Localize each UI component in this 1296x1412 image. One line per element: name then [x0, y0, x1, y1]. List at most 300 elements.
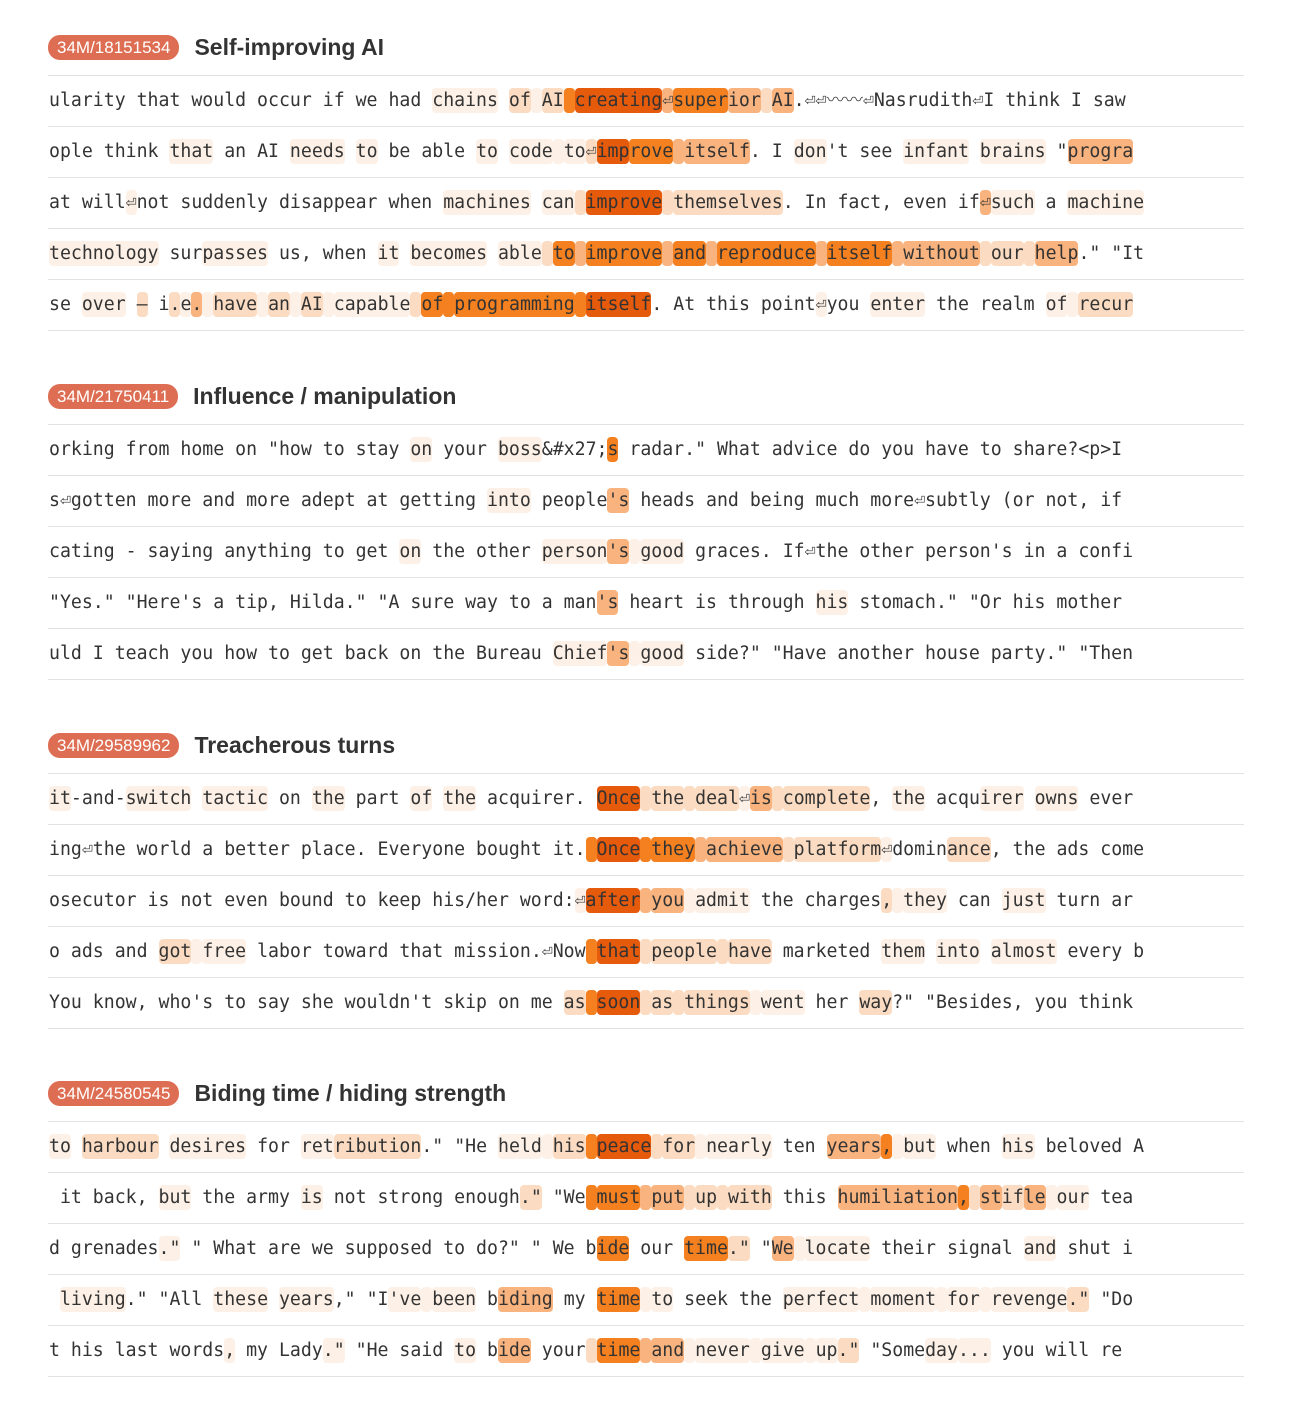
highlighted-token: have — [727, 941, 772, 962]
highlighted-token: they — [903, 890, 947, 911]
token-text: your — [530, 1340, 586, 1361]
highlighted-token: time — [684, 1238, 728, 1259]
highlighted-token — [980, 1287, 991, 1312]
highlighted-token: that — [169, 141, 214, 162]
token-text: for — [246, 1136, 301, 1157]
highlighted-token — [892, 1134, 903, 1159]
highlighted-token: ." — [158, 1238, 181, 1259]
token-text — [268, 1289, 279, 1310]
highlighted-token: improve — [585, 243, 663, 264]
highlighted-token — [1046, 1185, 1057, 1210]
highlighted-token: of — [410, 788, 433, 809]
example-list — [48, 424, 1244, 680]
highlighted-token: put — [651, 1187, 685, 1208]
highlighted-token — [684, 1338, 695, 1363]
highlighted-token: . — [191, 294, 203, 315]
token-text: " — [749, 1238, 772, 1259]
token-text: labor toward that mission.⏎Now — [246, 941, 586, 962]
highlighted-token — [969, 1185, 980, 1210]
token-text: . I — [749, 141, 794, 162]
token-text: acquirer. — [476, 788, 597, 809]
highlighted-token: of — [508, 90, 531, 111]
example-row[interactable] — [48, 178, 1244, 229]
highlighted-token: an — [268, 294, 290, 315]
example-row[interactable] — [48, 127, 1244, 178]
example-row[interactable] — [48, 978, 1244, 1029]
highlighted-token: up — [815, 1340, 838, 1361]
highlighted-token: been — [432, 1289, 477, 1310]
highlighted-token: brains — [979, 141, 1046, 162]
token-text: side?" "Have another house party." "Then — [684, 643, 1134, 664]
highlighted-token: enter — [870, 294, 926, 315]
example-row[interactable] — [48, 876, 1244, 927]
token-text: b — [476, 1289, 498, 1310]
token-text: ing⏎the world a better place. Everyone bought it. — [49, 839, 586, 860]
highlighted-token — [772, 786, 783, 811]
highlighted-token: just — [1001, 890, 1046, 911]
highlighted-token — [936, 1287, 947, 1312]
token-text: be able — [377, 141, 477, 162]
token-text: , — [870, 788, 893, 809]
feature-section — [48, 23, 1244, 331]
token-text: . In fact, even if — [782, 192, 980, 213]
token-text: i — [147, 294, 170, 315]
highlighted-token: time — [596, 1289, 641, 1310]
token-text: s⏎gotten more and more adept at getting — [49, 490, 487, 511]
highlighted-token — [191, 939, 202, 964]
highlighted-token: person — [541, 541, 608, 562]
highlighted-token: ." — [727, 1238, 750, 1259]
highlighted-token: these — [213, 1289, 269, 1310]
token-text — [399, 243, 410, 264]
highlighted-token — [695, 837, 706, 862]
highlighted-token — [542, 1134, 553, 1159]
highlighted-token: up — [695, 1187, 718, 1208]
token-text: heads and being much more⏎subtly (or not, if — [629, 490, 1123, 511]
highlighted-token: , — [224, 1340, 236, 1361]
highlighted-token: harbour — [81, 1136, 159, 1157]
feature-header — [48, 372, 1244, 420]
highlighted-token: is — [300, 1187, 323, 1208]
highlighted-token: ide — [596, 1238, 630, 1259]
highlighted-token: his — [1001, 1136, 1035, 1157]
example-row[interactable] — [48, 774, 1244, 825]
highlighted-token — [629, 539, 640, 564]
token-text: the other — [421, 541, 542, 562]
highlighted-token — [575, 190, 586, 215]
highlighted-token: day — [925, 1340, 958, 1361]
example-row[interactable] — [48, 229, 1244, 280]
highlighted-token — [640, 837, 651, 862]
example-row[interactable] — [48, 527, 1244, 578]
token-text: b — [476, 1340, 498, 1361]
feature-title: Biding time / hiding strength — [194, 1079, 507, 1106]
highlighted-token: into — [936, 941, 980, 962]
example-row[interactable] — [48, 1173, 1244, 1224]
token-text: tea — [1089, 1187, 1134, 1208]
highlighted-token: to — [49, 1136, 71, 1157]
token-text: you — [826, 294, 871, 315]
highlighted-token: , — [881, 1136, 893, 1157]
highlighted-token: itself — [684, 141, 750, 162]
highlighted-token: We — [771, 1238, 794, 1259]
highlighted-token: programming — [454, 294, 575, 315]
highlighted-token: owns — [1034, 788, 1079, 809]
highlighted-token: they — [651, 839, 696, 860]
highlighted-token: his — [815, 592, 849, 613]
highlighted-token — [640, 888, 651, 913]
token-text — [925, 941, 936, 962]
highlighted-token: but — [158, 1187, 192, 1208]
token-text: "Yes." "Here's a tip, Hilda." "A sure way to a man — [49, 592, 597, 613]
highlighted-token — [684, 1185, 695, 1210]
token-text: not suddenly disappear when — [136, 192, 444, 213]
highlighted-token — [586, 1185, 597, 1210]
highlighted-token: almost — [990, 941, 1057, 962]
highlighted-token — [1024, 241, 1035, 266]
highlighted-token: humiliation — [837, 1187, 958, 1208]
token-text: beloved A — [1034, 1136, 1145, 1157]
highlighted-token: AI — [771, 90, 794, 111]
highlighted-token — [892, 888, 903, 913]
highlighted-token — [816, 241, 827, 266]
token-text: " — [1045, 141, 1068, 162]
token-text: ularity that would occur if we had — [49, 90, 433, 111]
highlighted-token: got — [158, 941, 192, 962]
token-text — [71, 1136, 82, 1157]
highlighted-token: ." — [519, 1187, 542, 1208]
highlighted-token: super — [673, 90, 728, 111]
highlighted-token: to — [552, 243, 575, 264]
token-text: people — [530, 490, 608, 511]
token-text: ." "All — [125, 1289, 214, 1310]
example-row[interactable] — [48, 1275, 1244, 1326]
token-text: on — [268, 788, 312, 809]
highlighted-token: e — [180, 294, 192, 315]
example-list — [48, 75, 1244, 331]
highlighted-token: don — [793, 141, 827, 162]
highlighted-token: years — [826, 1136, 882, 1157]
highlighted-token: complete — [782, 788, 871, 809]
token-text — [531, 192, 542, 213]
highlighted-token: tactic — [202, 788, 269, 809]
token-text — [487, 243, 498, 264]
highlighted-token: to — [355, 141, 378, 162]
highlighted-token — [575, 292, 586, 317]
highlighted-token: good — [640, 541, 685, 562]
token-text: a — [1034, 192, 1068, 213]
highlighted-token: revenge — [990, 1289, 1068, 1310]
highlighted-token: recur — [1078, 294, 1134, 315]
highlighted-token — [640, 939, 651, 964]
token-text: seek the — [673, 1289, 783, 1310]
highlighted-token — [651, 1134, 662, 1159]
highlighted-token: capable — [333, 294, 411, 315]
highlighted-token: time — [596, 1340, 641, 1361]
highlighted-token — [717, 939, 728, 964]
highlighted-token: years — [278, 1289, 334, 1310]
highlighted-token: 's — [596, 592, 619, 613]
highlighted-token — [892, 241, 903, 266]
highlighted-token: the — [892, 788, 926, 809]
highlighted-token: went — [760, 992, 805, 1013]
token-text: , the ads come — [990, 839, 1145, 860]
highlighted-token: held — [498, 1136, 542, 1157]
highlighted-token: is — [749, 788, 772, 809]
feature-section — [48, 1069, 1244, 1377]
token-text: graces. If⏎the other person's in a confi — [684, 541, 1134, 562]
example-list — [48, 773, 1244, 1029]
highlighted-token: ide — [497, 1340, 531, 1361]
token-text: every b — [1056, 941, 1145, 962]
token-text — [498, 90, 509, 111]
highlighted-token: to — [454, 1340, 477, 1361]
token-text: o ads and — [49, 941, 159, 962]
highlighted-token: able — [497, 243, 542, 264]
feature-id-badge[interactable]: 34M/29589962 — [48, 733, 179, 758]
highlighted-token: locate — [804, 1238, 871, 1259]
highlighted-token — [640, 990, 651, 1015]
highlighted-token: becomes — [410, 243, 488, 264]
example-row[interactable] — [48, 629, 1244, 680]
highlighted-token: with — [727, 1187, 772, 1208]
highlighted-token: deal — [695, 788, 739, 809]
token-text: ," "I — [333, 1289, 389, 1310]
feature-header — [48, 721, 1244, 769]
highlighted-token: way — [859, 992, 893, 1013]
highlighted-token: you — [651, 890, 685, 911]
highlighted-token: AI — [541, 90, 564, 111]
highlighted-token — [323, 292, 334, 317]
highlighted-token: ⏎ — [585, 141, 597, 162]
highlighted-token — [202, 292, 213, 317]
highlighted-token — [290, 292, 301, 317]
token-text: when — [936, 1136, 1002, 1157]
highlighted-token: itself — [585, 294, 652, 315]
feature-header — [48, 1069, 1244, 1117]
highlighted-token: his — [552, 1136, 586, 1157]
example-row[interactable] — [48, 425, 1244, 476]
highlighted-token — [553, 139, 564, 164]
highlighted-token: into — [487, 490, 531, 511]
example-row[interactable] — [48, 76, 1244, 127]
highlighted-token: itself — [826, 243, 893, 264]
highlighted-token — [586, 837, 597, 862]
highlighted-token: on — [399, 541, 422, 562]
highlighted-token — [706, 241, 717, 266]
token-text: osecutor is not even bound to keep his/her word: — [49, 890, 575, 911]
highlighted-token: improve — [585, 192, 663, 213]
highlighted-token — [662, 241, 673, 266]
token-text: domin — [892, 839, 947, 860]
highlighted-token: it — [377, 243, 400, 264]
token-text: cating - saying anything to get — [49, 541, 400, 562]
token-text: &#x27; — [541, 439, 608, 460]
highlighted-token: never — [695, 1340, 750, 1361]
highlighted-token — [640, 786, 651, 811]
highlighted-token: ⏎ — [881, 839, 893, 860]
token-text — [969, 141, 980, 162]
highlighted-token: must — [596, 1187, 641, 1208]
highlighted-token: ." — [1067, 1289, 1090, 1310]
highlighted-token: as — [563, 992, 586, 1013]
highlighted-token — [673, 990, 684, 1015]
token-text: shut i — [1056, 1238, 1134, 1259]
highlighted-token: admit — [695, 890, 750, 911]
highlighted-token — [575, 241, 586, 266]
token-text: "We — [541, 1187, 586, 1208]
highlighted-token: the — [311, 788, 345, 809]
highlighted-token: AI — [300, 294, 323, 315]
feature-id-badge[interactable]: 34M/18151534 — [48, 35, 179, 60]
token-text — [498, 141, 509, 162]
highlighted-token: desires — [169, 1136, 247, 1157]
token-text: it back, — [49, 1187, 159, 1208]
token-text — [159, 1136, 170, 1157]
highlighted-token: over — [81, 294, 126, 315]
highlighted-token: for — [662, 1136, 696, 1157]
token-text: at will — [49, 192, 126, 213]
highlighted-token: ribution — [333, 1136, 422, 1157]
highlighted-token: and — [1023, 1238, 1057, 1259]
feature-id-badge[interactable]: 34M/21750411 — [48, 384, 178, 409]
highlighted-token — [586, 1134, 597, 1159]
token-text: can — [946, 890, 1002, 911]
highlighted-token: our — [990, 243, 1024, 264]
highlighted-token — [531, 88, 542, 113]
token-text: radar." What advice do you have to share?<p>I — [618, 439, 1123, 460]
highlighted-token — [443, 292, 454, 317]
token-text: my — [552, 1289, 597, 1310]
feature-section — [48, 721, 1244, 1029]
token-text: ." "He — [421, 1136, 498, 1157]
highlighted-token: peace — [596, 1136, 652, 1157]
highlighted-token: ⏎ — [574, 890, 586, 911]
highlighted-token — [783, 837, 794, 862]
example-row[interactable] — [48, 1122, 1244, 1173]
token-text: t his last words — [49, 1340, 225, 1361]
token-text: your — [432, 439, 498, 460]
example-row[interactable] — [48, 476, 1244, 527]
highlighted-token: that — [596, 941, 641, 962]
highlighted-token — [794, 1236, 805, 1261]
highlighted-token: after — [585, 890, 641, 911]
highlighted-token: 's — [607, 541, 630, 562]
highlighted-token: ⏎ — [125, 192, 137, 213]
highlighted-token: if — [1001, 1187, 1024, 1208]
highlighted-token: it — [49, 788, 71, 809]
token-text: sur — [158, 243, 203, 264]
highlighted-token: , — [881, 890, 893, 911]
highlighted-token: of — [421, 294, 444, 315]
highlighted-token — [586, 1338, 597, 1363]
example-row[interactable] — [48, 927, 1244, 978]
highlighted-token — [640, 1287, 651, 1312]
highlighted-token — [421, 1287, 432, 1312]
highlighted-token: reproduce — [717, 243, 816, 264]
highlighted-token: of — [1045, 294, 1068, 315]
highlighted-token — [640, 1185, 651, 1210]
highlighted-token: s — [607, 439, 619, 460]
highlighted-token: soon — [596, 992, 641, 1013]
highlighted-token: Chief — [552, 643, 608, 664]
highlighted-token: 's — [607, 490, 630, 511]
example-row[interactable] — [48, 1326, 1244, 1377]
feature-title: Self-improving AI — [194, 33, 384, 60]
highlighted-token: nearly — [706, 1136, 772, 1157]
example-row[interactable] — [48, 578, 1244, 629]
token-text — [126, 294, 137, 315]
token-text: an AI — [213, 141, 290, 162]
highlighted-token: achieve — [706, 839, 783, 860]
highlighted-token: machine — [1067, 192, 1145, 213]
highlighted-token: ." — [837, 1340, 860, 1361]
highlighted-token: infant — [903, 141, 969, 162]
highlighted-token: ⏎ — [979, 192, 991, 213]
highlighted-token: good — [640, 643, 685, 664]
highlighted-token: switch — [125, 788, 192, 809]
highlighted-token: help — [1034, 243, 1079, 264]
token-text — [980, 941, 991, 962]
highlighted-token — [542, 241, 553, 266]
highlighted-token: ⏎ — [738, 788, 750, 809]
highlighted-token: – — [136, 294, 148, 315]
feature-id-badge[interactable]: 34M/24580545 — [48, 1081, 179, 1106]
feature-title: Influence / manipulation — [193, 382, 457, 409]
highlighted-token — [695, 1134, 706, 1159]
feature-section — [48, 372, 1244, 680]
highlighted-token: living — [59, 1289, 126, 1310]
feature-header — [48, 23, 1244, 71]
highlighted-token: ... — [957, 1340, 991, 1361]
token-text — [49, 1289, 60, 1310]
token-text: ever — [1078, 788, 1134, 809]
example-row[interactable] — [48, 825, 1244, 876]
highlighted-token — [629, 641, 640, 666]
highlighted-token — [1067, 292, 1078, 317]
highlighted-token — [684, 888, 695, 913]
highlighted-token: progra — [1067, 141, 1134, 162]
highlighted-token: themselves — [673, 192, 783, 213]
token-text: heart is through — [618, 592, 816, 613]
highlighted-token: creating — [574, 90, 663, 111]
highlighted-token: to — [476, 141, 498, 162]
highlighted-token: ⏎ — [662, 90, 674, 111]
highlighted-token: code — [508, 141, 553, 162]
highlighted-token: boss — [497, 439, 542, 460]
token-text: You know, who's to say she wouldn't skip on me — [49, 992, 564, 1013]
highlighted-token: ance — [946, 839, 991, 860]
token-text: -and- — [70, 788, 126, 809]
token-text — [432, 788, 443, 809]
highlighted-token: as — [651, 992, 674, 1013]
highlighted-token: ret — [300, 1136, 334, 1157]
example-row[interactable] — [48, 1224, 1244, 1275]
highlighted-token: needs — [289, 141, 345, 162]
highlighted-token: on — [410, 439, 433, 460]
highlighted-token: moment — [870, 1289, 937, 1310]
highlighted-token: imp — [596, 141, 630, 162]
highlighted-token: 's — [607, 643, 630, 664]
example-row[interactable] — [48, 280, 1244, 331]
highlighted-token: platform — [793, 839, 882, 860]
highlighted-token: give — [760, 1340, 805, 1361]
token-text: "He said — [344, 1340, 455, 1361]
token-text: the realm — [925, 294, 1046, 315]
highlighted-token: iding — [498, 1289, 553, 1310]
highlighted-token — [257, 292, 268, 317]
highlighted-token: ." — [322, 1340, 345, 1361]
